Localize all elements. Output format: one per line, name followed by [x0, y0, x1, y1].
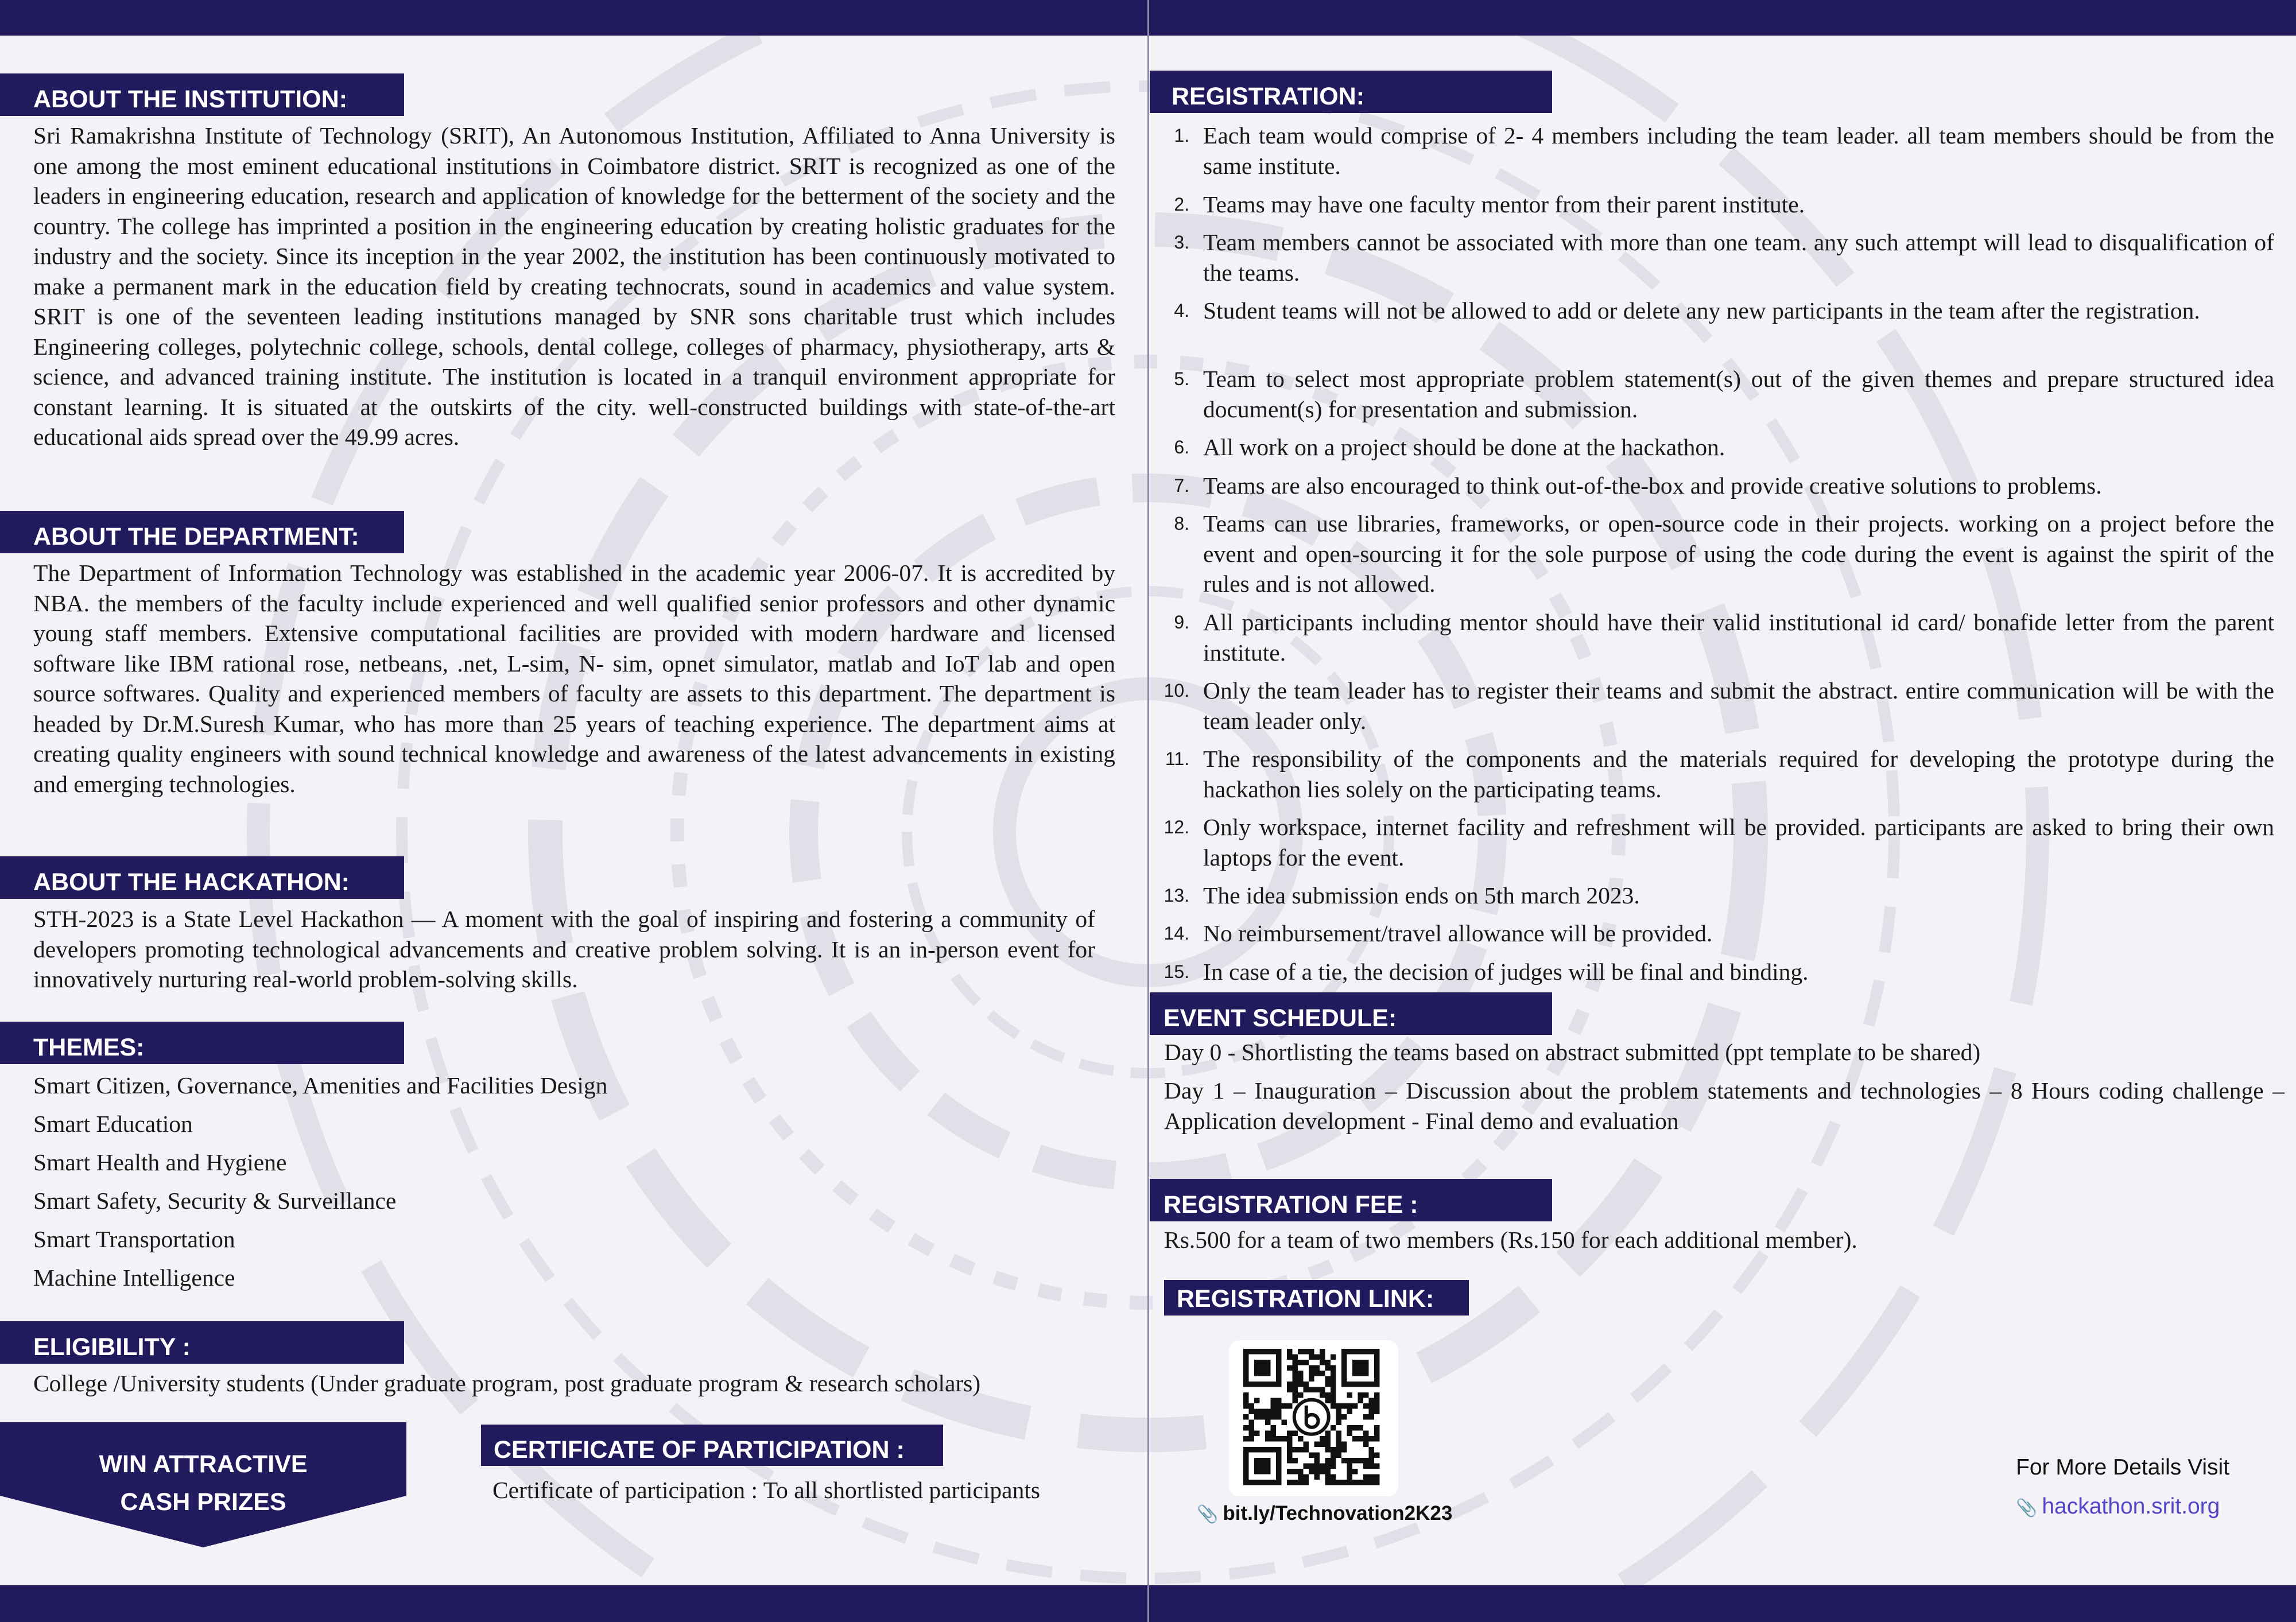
department-heading: ABOUT THE DEPARTMENT:	[0, 511, 404, 553]
rule-number: 3.	[1174, 232, 1189, 253]
website-link[interactable]	[2016, 1492, 2220, 1523]
registration-heading: REGISTRATION:	[1150, 71, 1552, 113]
rule-number: 4.	[1174, 300, 1189, 321]
rule-number: 9.	[1174, 612, 1189, 632]
rule-number: 8.	[1174, 513, 1189, 534]
more-details-label: For More Details Visit	[2016, 1455, 2230, 1480]
theme-item: Smart Citizen, Governance, Amenities and Facilities Design	[33, 1072, 608, 1099]
theme-item: Smart Safety, Security & Surveillance	[33, 1188, 397, 1214]
rule-number: 13.	[1163, 885, 1189, 906]
rule-text: Team members cannot be associated with more than one team. any such attempt will lead to disqualification of the teams.	[1203, 229, 2274, 286]
link-icon: 📎	[2016, 1499, 2038, 1518]
theme-item: Smart Education	[33, 1111, 193, 1137]
rule-text: All participants including mentor should have their valid institutional id card/ bonafide letter from the parent institute.	[1203, 609, 2274, 666]
rule-number: 10.	[1163, 680, 1189, 701]
short-url-text: bit.ly/Technovation2K23	[1223, 1502, 1453, 1524]
certificate-body: Certificate of participation : To all shortlisted participants	[492, 1477, 1041, 1503]
rule-text: Only the team leader has to register their teams and submit the abstract. entire communication will be with the team leader only.	[1203, 677, 2274, 734]
institution-heading: ABOUT THE INSTITUTION:	[0, 73, 404, 116]
rule-text: Teams are also encouraged to think out-of-the-box and provide creative solutions to problems.	[1203, 472, 2102, 499]
registration-link-heading: REGISTRATION LINK:	[1164, 1280, 1469, 1316]
rule-number: 2.	[1174, 194, 1189, 215]
rule-text: The responsibility of the components and the materials required for developing the prototype during the hackathon lies solely on the participating teams.	[1203, 746, 2274, 802]
institution-body: Sri Ramakrishna Institute of Technology (SRIT), An Autonomous Institution, Affiliated to Anna University is one among the most eminent educational institutions in Coimbatore district. SRIT is recognized as one of the leaders in engineering education, research and application of knowledge for the betterment of the society and the country. The college has imprinted a position in the engineering education by creating holistic graduates for the industry and the society. Since its inception in the year 2002, the institution has been continuously motivated to make a permanent mark in the education field by creating technocrats, sound in academics and value system. SRIT is one of the seventeen leading institutions managed by SNR sons charitable trust which includes Engineering colleges, polytechnic college, schools, dental college, colleges of pharmacy, physiotherapy, arts & science, and advanced training institute. The institution is located in a tranquil environment appropriate for constant learning. It is situated at the outskirts of the city. well-constructed buildings with state-of-the-art educational aids spread over the 49.99 acres.	[33, 122, 1115, 450]
rule-number: 5.	[1174, 368, 1189, 389]
rule-number: 15.	[1163, 961, 1189, 982]
rule-number: 6.	[1174, 437, 1189, 457]
schedule-day-0: Day 0 - Shortlisting the teams based on abstract submitted (ppt template to be shared)	[1164, 1039, 1981, 1065]
certificate-heading: CERTIFICATE OF PARTICIPATION :	[481, 1425, 943, 1466]
rule-text: Teams may have one faculty mentor from their parent institute.	[1203, 191, 1805, 218]
rule-text: In case of a tie, the decision of judges will be final and binding.	[1203, 959, 1809, 985]
short-url-link[interactable]	[1197, 1501, 1452, 1527]
rule-text: The idea submission ends on 5th march 2023.	[1203, 882, 1640, 909]
hackathon-heading: ABOUT THE HACKATHON:	[0, 856, 404, 899]
fee-body: Rs.500 for a team of two members (Rs.150 for each additional member).	[1164, 1227, 1857, 1253]
fee-heading: REGISTRATION FEE :	[1150, 1179, 1552, 1221]
theme-item: Smart Health and Hygiene	[33, 1149, 287, 1175]
rule-text: Only workspace, internet facility and refreshment will be provided. participants are asked to bring their own laptops for the event.	[1203, 814, 2274, 871]
rule-number: 11.	[1165, 748, 1189, 769]
rule-text: All work on a project should be done at the hackathon.	[1203, 434, 1725, 460]
schedule-heading: EVENT SCHEDULE:	[1150, 992, 1552, 1035]
theme-item: Machine Intelligence	[33, 1264, 235, 1291]
rule-text: No reimbursement/travel allowance will be provided.	[1203, 920, 1713, 946]
schedule-day-1: Day 1 – Inauguration – Discussion about the problem statements and technologies – 8 Hours coding challenge – Application development - Final demo and evaluation	[1164, 1077, 2285, 1134]
prize-line-2: CASH PRIZES	[120, 1488, 286, 1516]
qr-code[interactable]	[1229, 1340, 1398, 1496]
rule-text: Team to select most appropriate problem statement(s) out of the given themes and prepare structured idea document(s) for presentation and submission.	[1203, 366, 2274, 422]
rule-number: 1.	[1174, 125, 1189, 146]
rule-text: Each team would comprise of 2- 4 members including the team leader. all team members should be from the same institute.	[1203, 122, 2274, 179]
rule-text: Teams can use libraries, frameworks, or open-source code in their projects. working on a project before the event and open-sourcing it for the sole purpose of using the code during the event is against the spirit of the rules and is not allowed.	[1203, 510, 2274, 597]
theme-item: Smart Transportation	[33, 1226, 235, 1252]
rule-number: 7.	[1174, 475, 1189, 496]
rule-number: 14.	[1163, 923, 1189, 944]
eligibility-body: College /University students (Under graduate program, post graduate program & research scholars)	[33, 1370, 981, 1396]
themes-heading: THEMES:	[0, 1022, 404, 1064]
rule-number: 12.	[1163, 817, 1189, 837]
prize-line-1: WIN ATTRACTIVE	[99, 1450, 308, 1478]
link-icon: 📎	[1197, 1505, 1219, 1524]
qr-code-icon	[1229, 1340, 1398, 1496]
rule-text: Student teams will not be allowed to add or delete any new participants in the team after the registration.	[1203, 297, 2200, 324]
eligibility-heading: ELIGIBILITY :	[0, 1321, 404, 1364]
website-text: hackathon.srit.org	[2042, 1494, 2220, 1519]
cash-prize-banner	[0, 1422, 406, 1547]
department-body: The Department of Information Technology was established in the academic year 2006-07. It is accredited by NBA. the members of the faculty include experienced and well qualified senior professors and other dynamic young staff members. Extensive computational facilities are provided with modern hardware and licensed software like IBM rational rose, netbeans, .net, L-sim, N- sim, opnet simulator, matlab and IoT lab and open source softwares. Quality and experienced members of faculty are assets to this department. The department is headed by Dr.M.Suresh Kumar, who has more than 25 years of teaching experience. The department aims at creating quality engineers with sound technical knowledge and awareness of the latest advancements in existing and emerging technologies.	[33, 560, 1115, 797]
hackathon-body: STH-2023 is a State Level Hackathon — A moment with the goal of inspiring and fostering a community of developers promoting technological advancements and creative problem solving. It is an in-person event for innovatively nurturing real-world problem-solving skills.	[33, 906, 1095, 992]
prize-text	[0, 1445, 406, 1521]
